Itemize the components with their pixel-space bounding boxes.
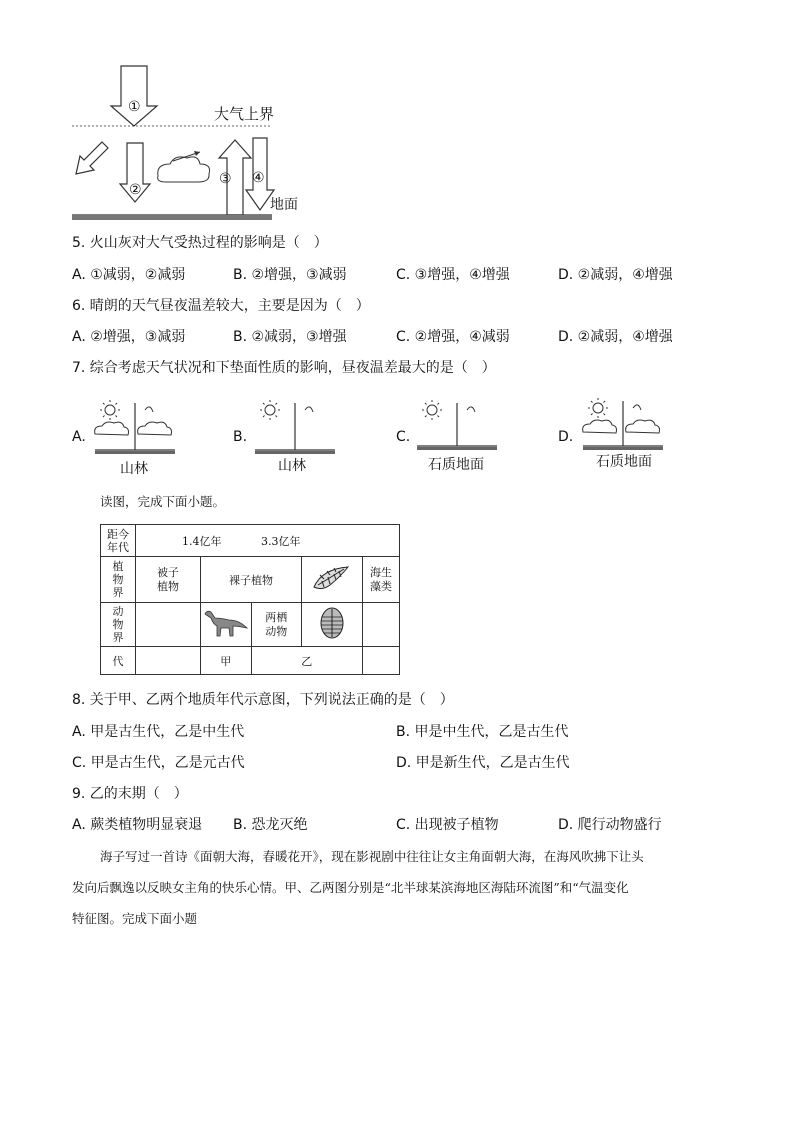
question-7-option-c[interactable]: C.: [396, 429, 411, 445]
cloud-icon: [158, 157, 210, 182]
plant-angiosperms: 被子植物: [157, 565, 179, 593]
plant-gymnosperms: 裸子植物: [201, 557, 302, 603]
question-5-option-b[interactable]: B. ②增强，③减弱: [233, 267, 347, 283]
trilobite-icon: [317, 605, 347, 641]
intro-text: 读图，完成下面小题。: [100, 494, 226, 509]
question-8-option-a[interactable]: A. 甲是古生代，乙是中生代: [72, 724, 245, 740]
passage-line-3: 特征图。完成下面小题: [72, 911, 198, 926]
option-a-diagram: [90, 398, 180, 460]
row-label-animals: 动物界: [112, 605, 124, 644]
arrow-1-icon: [111, 66, 157, 126]
question-9-option-c[interactable]: C. 出现被子植物: [396, 817, 499, 833]
passage-line-1: 海子写过一首诗《面朝大海，春暖花开》，现在影视剧中往往让女主角面朝大海，在海风吹拂下让头: [100, 849, 644, 864]
arrow-1-label: ①: [128, 99, 141, 115]
dinosaur-icon: [203, 608, 249, 638]
passage-line-2: 发向后飘逸以反映女主角的快乐心情。甲、乙两图分别是“北半球某滨海地区海陆环流图”和“气温变化: [72, 880, 629, 895]
question-9-stem: 9. 乙的末期（ ）: [72, 786, 188, 802]
question-6-stem: 6. 晴朗的天气昼夜温差较大，主要是因为（ ）: [72, 298, 370, 314]
arrow-2-label: ②: [129, 182, 142, 198]
question-8-option-c[interactable]: C. 甲是古生代，乙是元古代: [72, 755, 245, 771]
row-label-time: 距今 年代: [101, 525, 136, 557]
option-a-caption: 山林: [120, 461, 148, 477]
question-8-option-b[interactable]: B. 甲是中生代，乙是古生代: [396, 724, 569, 740]
arrow-3-label: ③: [219, 171, 232, 187]
top-of-atmosphere-label: 大气上界: [214, 105, 275, 123]
question-7-stem: 7. 综合考虑天气状况和下垫面性质的影响，昼夜温差最大的是（ ）: [72, 360, 496, 376]
question-5-option-a[interactable]: A. ①减弱，②减弱: [72, 267, 186, 283]
question-6-option-c[interactable]: C. ②增强，④减弱: [396, 329, 510, 345]
question-7-option-a[interactable]: A.: [72, 429, 86, 445]
question-9-option-a[interactable]: A. 蕨类植物明显衰退: [72, 817, 203, 833]
question-5-option-c[interactable]: C. ③增强，④增强: [396, 267, 510, 283]
question-7-option-d[interactable]: D.: [558, 429, 574, 445]
plant-marine-algae: 海生藻类: [370, 565, 392, 593]
era-yi: 乙: [251, 647, 363, 675]
ground-label: 地面: [270, 197, 298, 213]
question-5-stem: 5. 火山灰对大气受热过程的影响是（ ）: [72, 235, 328, 251]
row-label-era: 代: [101, 647, 136, 675]
question-9-option-d[interactable]: D. 爬行动物盛行: [558, 817, 662, 833]
time-mark-2: 3.3亿年: [261, 534, 301, 548]
fern-fossil-icon: [310, 563, 354, 593]
row-label-plants: 植物界: [112, 560, 124, 599]
question-7-option-b[interactable]: B.: [233, 429, 248, 445]
question-6-option-b[interactable]: B. ②减弱，③增强: [233, 329, 347, 345]
reflected-arrow-icon: [76, 142, 108, 174]
arrow-4-label: ④: [252, 170, 265, 186]
question-6-option-d[interactable]: D. ②减弱，④增强: [558, 329, 673, 345]
question-8-stem: 8. 关于甲、乙两个地质年代示意图，下列说法正确的是（ ）: [72, 692, 454, 708]
option-c-caption: 石质地面: [428, 457, 484, 473]
option-b-diagram: [250, 398, 340, 460]
geologic-era-table: [100, 524, 400, 675]
era-jia: 甲: [201, 647, 252, 675]
option-c-diagram: [412, 398, 502, 460]
option-d-diagram: [578, 396, 668, 456]
question-8-option-d[interactable]: D. 甲是新生代，乙是古生代: [396, 755, 570, 771]
animal-amphibians: 两栖动物: [265, 610, 288, 638]
question-5-option-d[interactable]: D. ②减弱，④增强: [558, 267, 673, 283]
question-6-option-a[interactable]: A. ②增强，③减弱: [72, 329, 186, 345]
question-9-option-b[interactable]: B. 恐龙灭绝: [233, 817, 308, 833]
option-d-caption: 石质地面: [596, 454, 652, 470]
time-mark-1: 1.4亿年: [182, 534, 222, 548]
option-b-caption: 山林: [278, 458, 306, 474]
